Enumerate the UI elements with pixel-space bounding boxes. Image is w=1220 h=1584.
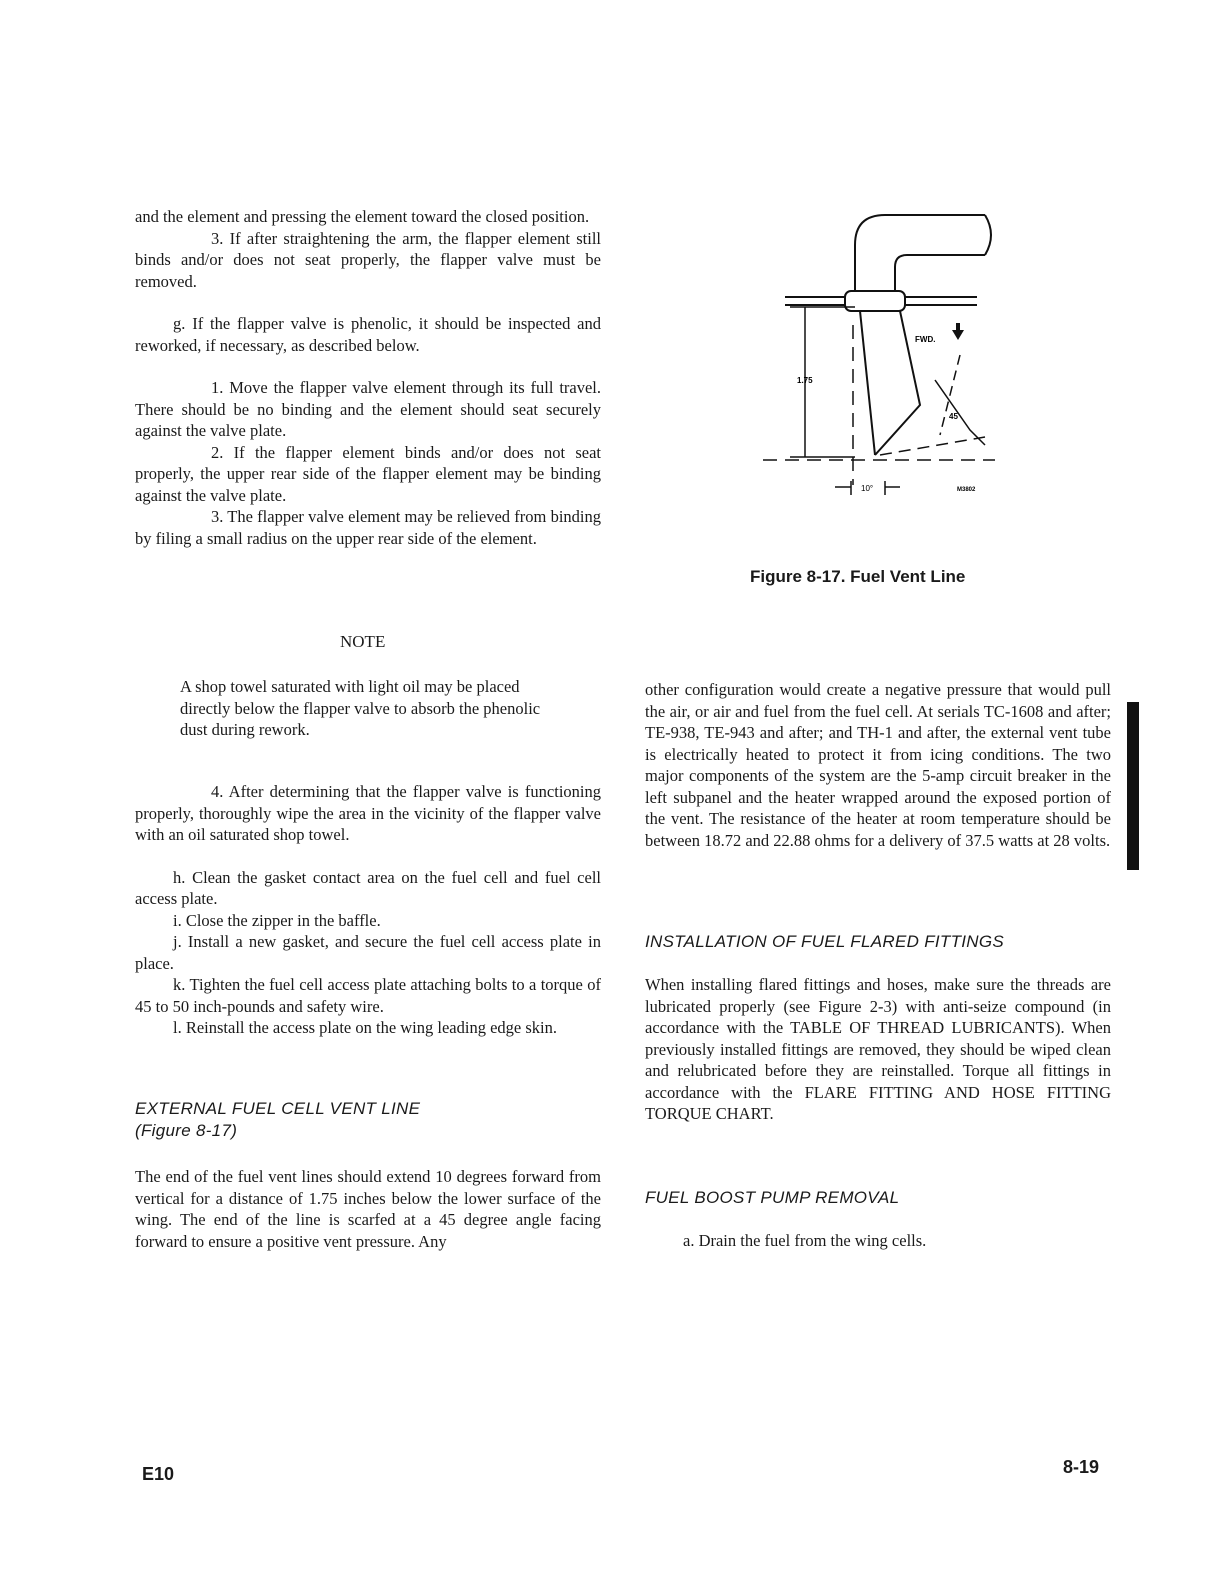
- label-angle: 45: [949, 412, 958, 421]
- vent-tube-front: [875, 311, 920, 455]
- paragraph: i. Close the zipper in the baffle.: [173, 910, 381, 930]
- paragraph: l. Reinstall the access plate on the wing leading edge skin.: [173, 1018, 557, 1037]
- heading-line: (Figure 8-17): [135, 1121, 238, 1140]
- angle-arc: [935, 380, 985, 445]
- paragraph: 4. After determining that the flapper valve is functioning properly, thoroughly wipe the area in the vicinity of the flapper valve with an oil saturated shop towel.: [135, 782, 601, 844]
- paragraph: and the element and pressing the element toward the closed position.: [135, 207, 590, 226]
- section-heading-vent-line: [135, 1098, 601, 1142]
- scarf-line: [880, 437, 985, 455]
- vent-tube-rear: [860, 311, 875, 455]
- paragraph: 2. If the flapper element binds and/or does not seat properly, the upper rear side of the flapper element may be binding against the valve plate.: [135, 442, 601, 505]
- paragraph: g. If the flapper valve is phenolic, it should be inspected and reworked, if necessary, as described below.: [135, 314, 601, 355]
- left-column-bottom: [135, 781, 601, 1039]
- mounting-flange: [845, 291, 905, 311]
- tube-outer-line: [855, 215, 985, 290]
- paragraph: j. Install a new gasket, and secure the fuel cell access plate in place.: [135, 932, 601, 973]
- note-title: NOTE: [340, 632, 386, 651]
- label-distance: 1.75: [797, 376, 813, 385]
- left-column-vent-text: [135, 1166, 601, 1252]
- tube-inner-line: [895, 255, 985, 290]
- paragraph: 3. If after straightening the arm, the flapper element still binds and/or does not seat properly, the flapper valve must be removed.: [135, 228, 601, 291]
- label-tilt: 10°: [861, 484, 874, 493]
- figure-caption: Figure 8-17. Fuel Vent Line: [750, 567, 966, 586]
- right-column-boost-pump: [645, 1230, 1111, 1252]
- footer-page-number: 8-19: [1063, 1457, 1100, 1477]
- fuel-vent-line-figure: [745, 205, 1005, 505]
- section-tab-marker: [1127, 702, 1139, 870]
- paragraph: The end of the fuel vent lines should extend 10 degrees forward from vertical for a distance of 1.75 inches below the lower surface of the wing. The end of the line is scarfed at a 45 degree angle facing forward to ensure a positive vent pressure. Any: [135, 1167, 601, 1251]
- paragraph: k. Tighten the fuel cell access plate attaching bolts to a torque of 45 to 50 inch-pounds and safety wire.: [135, 975, 601, 1016]
- paragraph: 1. Move the flapper valve element through its full travel. There should be no binding and the element should seat securely against the valve plate.: [135, 378, 601, 440]
- paragraph: 3. The flapper valve element may be relieved from binding by filing a small radius on the upper rear side of the element.: [135, 507, 601, 548]
- paragraph: a. Drain the fuel from the wing cells.: [683, 1231, 927, 1250]
- label-figure-id: M3802: [957, 487, 976, 493]
- note-text: A shop towel saturated with light oil may be placed directly below the flapper valve to absorb the phenolic dust during rework.: [180, 677, 541, 739]
- section-heading-boost-pump: FUEL BOOST PUMP REMOVAL: [645, 1188, 900, 1207]
- angle-guide-line: [940, 355, 960, 435]
- tube-end: [985, 215, 991, 255]
- label-forward: FWD.: [915, 335, 936, 344]
- left-column-top: [135, 206, 601, 549]
- forward-arrow-icon: [952, 323, 964, 340]
- paragraph: When installing flared fittings and hoses, make sure the threads are lubricated properly (see Figure 2-3) with anti-seize compound (in accordance with the TABLE OF THREAD LUBRICANTS). When previously installed fittings are removed, they should be wiped clean and relubricated before they are reinstalled. Torque all fittings in accordance with the FLARE FITTING AND HOSE FITTING TORQUE CHART.: [645, 975, 1111, 1123]
- paragraph: other configuration would create a negative pressure that would pull the air, or air and fuel from the fuel cell. At serials TC-1608 and after; TE-938, TE-943 and after; and TH-1 and after, the external vent tube is electrically heated to protect it from icing conditions. The two major components of the system are the 5-amp circuit breaker in the left subpanel and the heater wrapped around the exposed portion of the vent. The resistance of the heater at room temperature should be between 18.72 and 22.88 ohms for a delivery of 37.5 watts at 28 volts.: [645, 680, 1111, 850]
- paragraph: h. Clean the gasket contact area on the fuel cell and fuel cell access plate.: [135, 867, 601, 908]
- right-column-fittings: [645, 974, 1111, 1125]
- footer-left-code: E10: [142, 1464, 175, 1484]
- section-heading-flared-fittings: INSTALLATION OF FUEL FLARED FITTINGS: [645, 932, 1005, 951]
- right-column-top: [645, 679, 1111, 851]
- heading-line: EXTERNAL FUEL CELL VENT LINE: [135, 1099, 421, 1118]
